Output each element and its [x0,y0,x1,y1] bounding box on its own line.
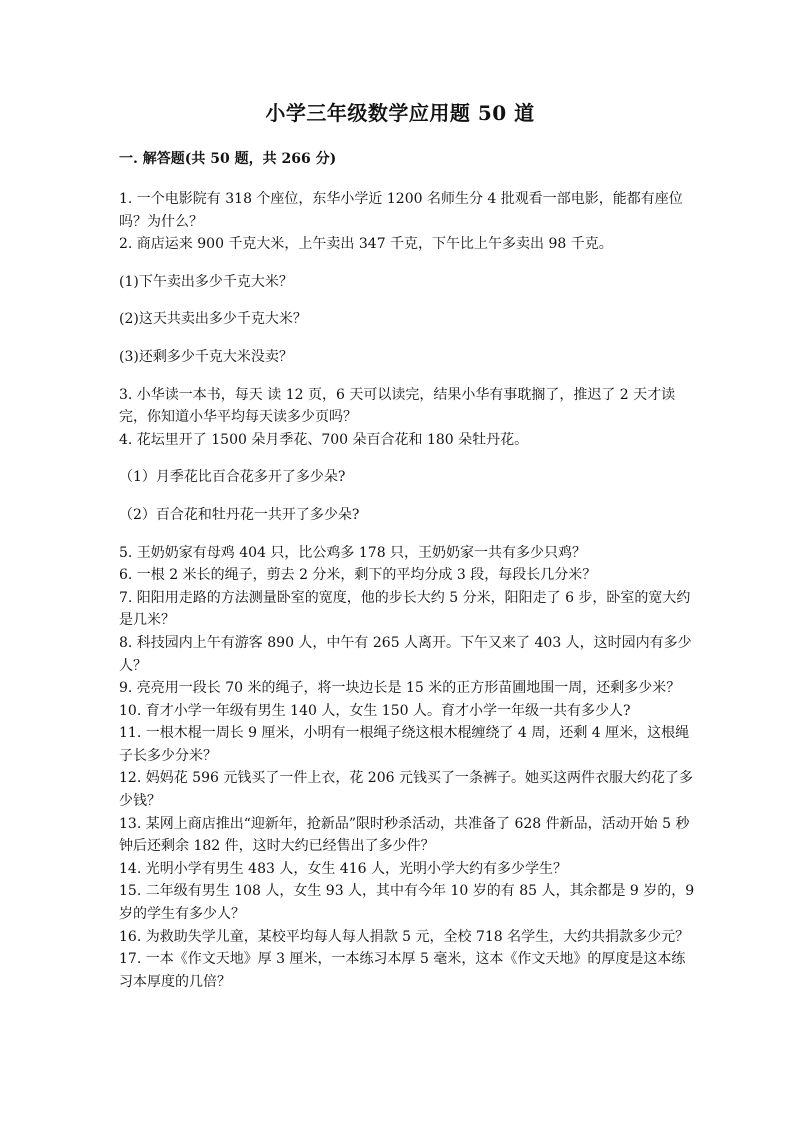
question-12: 12. 妈妈花 596 元钱买了一件上衣，花 206 元钱买了一条裤子。她买这两件衣服大约花了多少钱？ [119,770,693,810]
question-9: 9. 亮亮用一段长 70 米的绳子，将一块边长是 15 米的正方形苗圃地围一周，还剩多少米？ [119,680,681,697]
question-2-part-2: (2)这天共卖出多少千克大米？ [119,311,307,328]
question-list [119,188,699,993]
page-title: 小学三年级数学应用题 50 道 [265,101,535,125]
question-11: 11. 一根木棍一周长 9 厘米，小明有一根绳子绕这根木棍缠绕了 4 周，还剩 4 厘米，这根绳子长多少分米？ [119,725,690,764]
question-6: 6. 一根 2 米长的绳子，剪去 2 分米，剩下的平均分成 3 段，每段长几分米？ [119,567,597,584]
question-1: 1. 一个电影院有 318 个座位，东华小学近 1200 名师生分 4 批观看一部电影，能都有座位吗？为什么？ [119,191,683,230]
question-15: 15. 二年级有男生 108 人，女生 93 人，其中有今年 10 岁的有 85 人，其余都是 9 岁的，9 岁的学生有多少人？ [119,883,695,923]
question-16: 16. 为救助失学儿童，某校平均每人每人捐款 5 元，全校 718 名学生，大约共捐款多少元？ [119,928,690,945]
question-4-part-2: （2）百合花和牡丹花一共开了多少朵? [119,506,360,523]
question-5: 5. 王奶奶家有母鸡 404 只，比公鸡多 178 只，王奶奶家一共有多少只鸡？ [119,544,587,561]
question-14: 14. 光明小学有男生 483 人，女生 416 人，光明小学大约有多少学生？ [119,860,567,877]
question-3: 3. 小华读一本书，每天 读 12 页，6 天可以读完，结果小华有事耽搁了，推迟了 2 天才读完，你知道小华平均每天读多少页吗？ [119,386,676,426]
question-10: 10. 育才小学一年级有男生 140 人，女生 150 人。育才小学一年级一共有多少人? [119,702,631,719]
question-17: 17. 一本《作文天地》厚 3 厘米，一本练习本厚 5 毫米，这本《作文天地》的厚度是这本练习本厚度的几倍？ [119,951,686,990]
question-13: 13. 某网上商店推出“迎新年，抢新品”限时秒杀活动，共准备了 628 件新品，活动开始 5 秒钟后还剩余 182 件，这时大约已经售出了多少件？ [119,815,690,855]
question-4-part-1: （1）月季花比百合花多开了多少朵? [119,469,346,486]
question-8: 8. 科技园内上午有游客 890 人，中午有 265 人离开。下午又来了 403 人，这时园内有多少人？ [119,634,692,674]
question-7: 7. 阳阳用走路的方法测量卧室的宽度，他的步长大约 5 分米，阳阳走了 6 步，卧室的宽大约是几米？ [119,589,691,629]
section-heading: 一. 解答题(共 50 题，共 266 分) [119,151,337,167]
question-4: 4. 花坛里开了 1500 朵月季花、700 朵百合花和 180 朵牡丹花。 [119,431,529,448]
question-2-part-1: (1)下午卖出多少千克大米？ [119,273,293,290]
question-2-part-3: (3)还剩多少千克大米没卖？ [119,348,293,365]
question-2: 2. 商店运来 900 千克大米，上午卖出 347 千克，下午比上午多卖出 98 千克。 [119,236,613,253]
